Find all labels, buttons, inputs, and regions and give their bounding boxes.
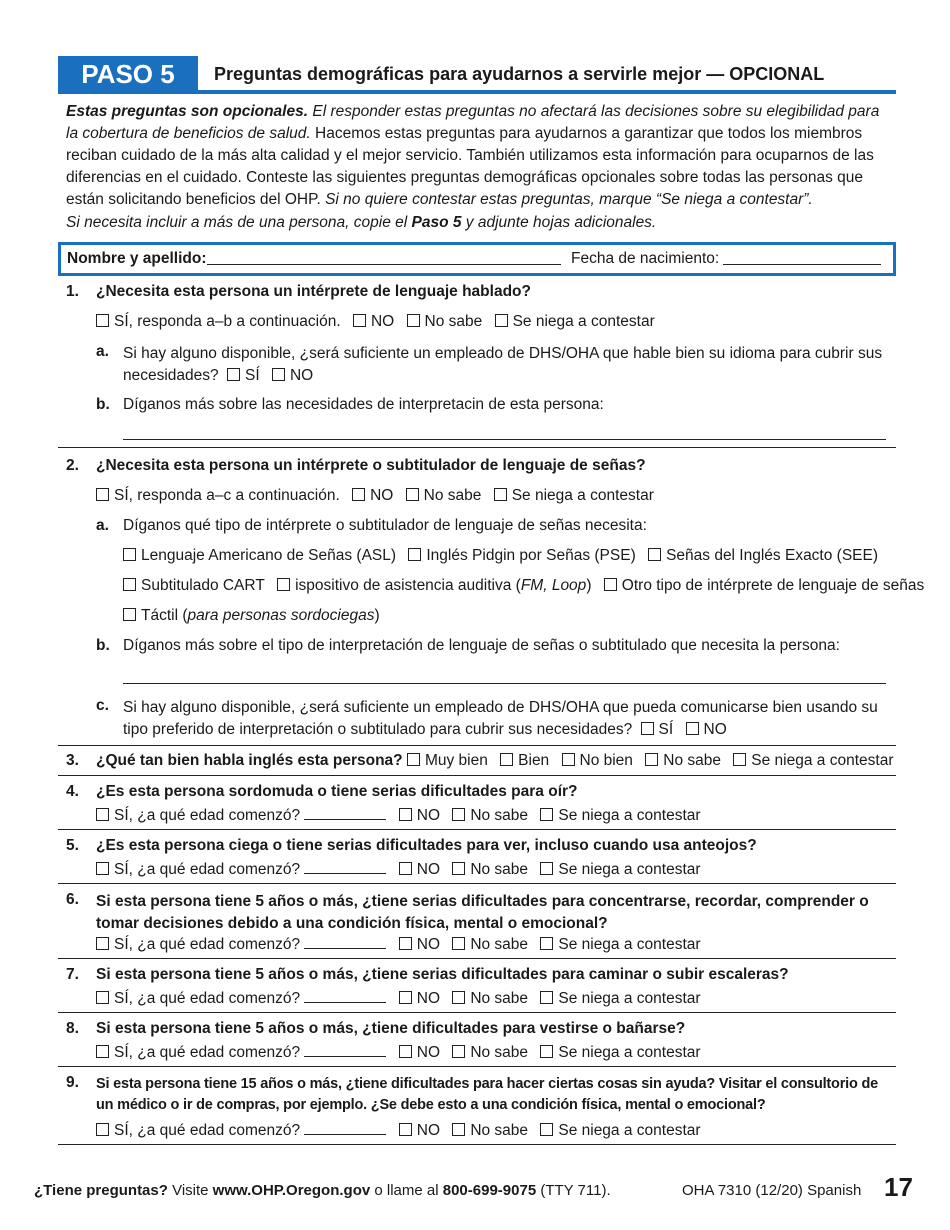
q2b-letter: b.	[96, 637, 110, 654]
q6-number: 6.	[66, 891, 79, 908]
q1b-letter: b.	[96, 396, 110, 413]
q2a-text: Díganos qué tipo de intérprete o subtitulador de lenguaje de señas necesita:	[123, 517, 647, 534]
q2-si-checkbox[interactable]	[96, 488, 109, 501]
q1-number: 1.	[66, 283, 79, 300]
divider	[58, 447, 896, 448]
q3-bien-checkbox[interactable]	[500, 753, 513, 766]
q2a-tactile-end: )	[374, 607, 380, 624]
q1a-si-checkbox[interactable]	[227, 368, 240, 381]
q2a-pse-label: Inglés Pidgin por Señas (PSE)	[426, 547, 636, 564]
q4-options	[96, 805, 709, 825]
q2a-tactile-checkbox[interactable]	[123, 608, 136, 621]
divider	[58, 1144, 896, 1145]
intro-bold-lead: Estas preguntas son opcionales.	[66, 103, 309, 120]
q5-no-checkbox[interactable]	[399, 862, 412, 875]
q5-text: ¿Es esta persona ciega o tiene serias dificultades para ver, incluso cuando usa anteojos?	[96, 837, 757, 854]
intro-plain: Hacemos estas preguntas para ayudarnos a garantizar que todos los miembros reciban cuidado de la más alta calidad y el mejor servicio. También utilizamos esta información para ocuparnos de las diferencias en el cuidado. Conteste las siguientes preguntas demográficas opcionales sobre todas las personas que están solicitando beneficios del OHP.	[66, 125, 874, 208]
q1-si-label: SÍ, responda a–b a continuación.	[114, 313, 341, 330]
q1b-answer-line[interactable]	[123, 425, 886, 440]
q2a-see-label: Señas del Inglés Exacto (SEE)	[666, 547, 879, 564]
copy-note-a: Si necesita incluir a más de una persona, copie el	[66, 214, 412, 231]
q2a-options-row3	[123, 607, 388, 625]
q8-options	[96, 1042, 709, 1062]
footer-tty: (TTY 711).	[536, 1182, 611, 1199]
q2a-options-row2	[123, 577, 924, 595]
q4-no-label: NO	[416, 807, 440, 824]
q9-number: 9.	[66, 1074, 79, 1091]
q8-si-label: SÍ, ¿a qué edad comenzó?	[114, 1044, 301, 1061]
q2a-other-label: Otro tipo de intérprete de lenguaje de señas	[621, 577, 925, 594]
q3-bien-label: Bien	[518, 752, 550, 769]
q1a-no-checkbox[interactable]	[272, 368, 285, 381]
q5-si-label: SÍ, ¿a qué edad comenzó?	[114, 861, 301, 878]
q7-seniega-checkbox[interactable]	[540, 991, 553, 1004]
q2c-no-checkbox[interactable]	[686, 722, 699, 735]
q2a-pse-checkbox[interactable]	[408, 548, 421, 561]
q4-si-checkbox[interactable]	[96, 808, 109, 821]
q3-seniega-label: Se niega a contestar	[751, 752, 894, 769]
q5-nosabe-checkbox[interactable]	[452, 862, 465, 875]
q3-muybien-checkbox[interactable]	[407, 753, 420, 766]
q7-options	[96, 988, 709, 1008]
q1a-no-label: NO	[289, 367, 314, 384]
header-rule	[58, 90, 896, 94]
q4-age-field[interactable]	[304, 805, 386, 820]
q2-nosabe-checkbox[interactable]	[406, 488, 419, 501]
q5-no-label: NO	[416, 861, 440, 878]
footer-visit: Visite	[167, 1182, 213, 1199]
q8-no-label: NO	[416, 1044, 440, 1061]
q4-no-checkbox[interactable]	[399, 808, 412, 821]
divider	[58, 745, 896, 746]
q8-nosabe-label: No sabe	[470, 1044, 529, 1061]
q2c-letter: c.	[96, 697, 109, 714]
q1-text: ¿Necesita esta persona un intérprete de lenguaje hablado?	[96, 283, 531, 300]
q9-age-field[interactable]	[304, 1120, 386, 1135]
q2a-other-checkbox[interactable]	[604, 578, 617, 591]
q3-row	[96, 752, 893, 770]
name-field[interactable]	[207, 250, 561, 265]
divider	[58, 1066, 896, 1067]
q6-no-label: NO	[416, 936, 440, 953]
q4-seniega-label: Se niega a contestar	[558, 807, 701, 824]
step-title: Preguntas demográficas para ayudarnos a servirle mejor — OPCIONAL	[214, 64, 825, 84]
q1a-text	[123, 343, 883, 387]
q2a-device-end: )	[586, 577, 592, 594]
q9-options	[96, 1120, 709, 1140]
q2-seniega-checkbox[interactable]	[494, 488, 507, 501]
q2a-device-label: ispositivo de asistencia auditiva (	[295, 577, 521, 594]
q1-nosabe-label: No sabe	[424, 313, 483, 330]
step-label: PASO 5	[81, 59, 175, 89]
q9-nosabe-checkbox[interactable]	[452, 1123, 465, 1136]
footer-call: o llame al	[370, 1182, 443, 1199]
q4-seniega-checkbox[interactable]	[540, 808, 553, 821]
q1-nosabe-checkbox[interactable]	[407, 314, 420, 327]
page-number: 17	[884, 1172, 913, 1202]
divider	[58, 775, 896, 776]
q6-nosabe-checkbox[interactable]	[452, 937, 465, 950]
q7-no-checkbox[interactable]	[399, 991, 412, 1004]
q6-seniega-label: Se niega a contestar	[558, 936, 701, 953]
q2a-see-checkbox[interactable]	[648, 548, 661, 561]
divider	[58, 883, 896, 884]
q2a-cart-label: Subtitulado CART	[141, 577, 265, 594]
q9-seniega-checkbox[interactable]	[540, 1123, 553, 1136]
q7-nosabe-label: No sabe	[470, 990, 529, 1007]
q6-options	[96, 934, 709, 954]
q2a-options-row1	[123, 547, 886, 565]
q1-seniega-checkbox[interactable]	[495, 314, 508, 327]
footer-url-link[interactable]: www.OHP.Oregon.gov	[212, 1182, 371, 1199]
q3-number: 3.	[66, 752, 79, 769]
q7-seniega-label: Se niega a contestar	[558, 990, 701, 1007]
q8-no-checkbox[interactable]	[399, 1045, 412, 1058]
footer-question: ¿Tiene preguntas?	[34, 1182, 168, 1199]
q1a-si-label: SÍ	[244, 367, 260, 384]
divider	[58, 958, 896, 959]
q6-seniega-checkbox[interactable]	[540, 937, 553, 950]
q1a-question: Si hay alguno disponible, ¿será suficiente un empleado de DHS/OHA que hable bien su idioma para cubrir sus necesidades?	[123, 345, 883, 384]
q4-nosabe-label: No sabe	[470, 807, 529, 824]
q5-si-checkbox[interactable]	[96, 862, 109, 875]
step-badge	[58, 56, 198, 92]
q2c-si-checkbox[interactable]	[641, 722, 654, 735]
q2-text: ¿Necesita esta persona un intérprete o subtitulador de lenguaje de señas?	[96, 457, 646, 474]
q6-si-label: SÍ, ¿a qué edad comenzó?	[114, 936, 301, 953]
q1a-letter: a.	[96, 343, 109, 360]
q1-no-label: NO	[370, 313, 395, 330]
copy-note-step: Paso 5	[411, 214, 462, 231]
divider	[58, 1012, 896, 1013]
q3-nobien-checkbox[interactable]	[562, 753, 575, 766]
q2-no-checkbox[interactable]	[352, 488, 365, 501]
q1-si-checkbox[interactable]	[96, 314, 109, 327]
intro-copy-note	[66, 214, 656, 232]
q2b-text: Díganos más sobre el tipo de interpretación de lenguaje de señas o subtitulado que necesita la persona:	[123, 637, 840, 654]
q8-text: Si esta persona tiene 5 años o más, ¿tiene dificultades para vestirse o bañarse?	[96, 1020, 686, 1037]
q4-nosabe-checkbox[interactable]	[452, 808, 465, 821]
q3-nobien-label: No bien	[579, 752, 633, 769]
q2a-asl-checkbox[interactable]	[123, 548, 136, 561]
q9-text: Si esta persona tiene 15 años o más, ¿tiene dificultades para hacer ciertas cosas sin ayuda? Visitar el consultorio de un médico o ir de compras, por ejemplo. ¿Se debe esto a una condición física, mental o emocional?	[96, 1076, 878, 1113]
q2a-letter: a.	[96, 517, 109, 534]
footer-contact	[34, 1182, 611, 1199]
q8-age-field[interactable]	[304, 1042, 386, 1057]
q8-seniega-label: Se niega a contestar	[558, 1044, 701, 1061]
q6-text: Si esta persona tiene 5 años o más, ¿tiene serias dificultades para concentrarse, recordar, comprender o tomar decisiones debido a una condición física, mental o emocional?	[96, 893, 869, 932]
q9-nosabe-label: No sabe	[470, 1122, 529, 1139]
q2a-device-italic: FM, Loop	[520, 577, 587, 594]
q6-si-checkbox[interactable]	[96, 937, 109, 950]
q5-seniega-checkbox[interactable]	[540, 862, 553, 875]
q7-no-label: NO	[416, 990, 440, 1007]
q2c-si-label: SÍ	[658, 721, 674, 738]
q8-nosabe-checkbox[interactable]	[452, 1045, 465, 1058]
q1-no-checkbox[interactable]	[353, 314, 366, 327]
q4-number: 4.	[66, 783, 79, 800]
q9-si-checkbox[interactable]	[96, 1123, 109, 1136]
q5-age-field[interactable]	[304, 859, 386, 874]
dob-label: Fecha de nacimiento:	[571, 250, 720, 267]
intro-italic-1: El responder estas preguntas no afectará las decisiones sobre su elegibilidad para la cobertura de beneficios de salud.	[66, 103, 880, 142]
intro-italic-2: Si no quiere contestar estas preguntas, marque “Se niega a contestar”.	[320, 191, 813, 208]
name-box	[58, 242, 896, 276]
q2b-answer-line[interactable]	[123, 669, 886, 684]
q9-no-label: NO	[416, 1122, 440, 1139]
q2-nosabe-label: No sabe	[423, 487, 482, 504]
q8-seniega-checkbox[interactable]	[540, 1045, 553, 1058]
q2-seniega-label: Se niega a contestar	[511, 487, 654, 504]
q7-nosabe-checkbox[interactable]	[452, 991, 465, 1004]
q3-nosabe-checkbox[interactable]	[645, 753, 658, 766]
q3-text: ¿Qué tan bien habla inglés esta persona?	[96, 752, 403, 769]
q1-seniega-label: Se niega a contestar	[512, 313, 655, 330]
footer-phone: 800-699-9075	[442, 1182, 537, 1199]
q2-no-label: NO	[370, 487, 394, 504]
q6-nosabe-label: No sabe	[470, 936, 529, 953]
q8-si-checkbox[interactable]	[96, 1045, 109, 1058]
q2-number: 2.	[66, 457, 79, 474]
q2a-device-checkbox[interactable]	[277, 578, 290, 591]
q2a-asl-label: Lenguaje Americano de Señas (ASL)	[141, 547, 397, 564]
q3-seniega-checkbox[interactable]	[733, 753, 746, 766]
q2-options	[96, 487, 662, 505]
form-number: OHA 7310 (12/20) Spanish	[682, 1182, 862, 1199]
q4-text: ¿Es esta persona sordomuda o tiene serias dificultades para oír?	[96, 783, 578, 800]
q3-muybien-label: Muy bien	[424, 752, 488, 769]
q7-age-field[interactable]	[304, 988, 386, 1003]
q9-si-label: SÍ, ¿a qué edad comenzó?	[114, 1122, 301, 1139]
q2a-tactile-label: Táctil (	[141, 607, 188, 624]
q8-number: 8.	[66, 1020, 79, 1037]
q1-options	[96, 313, 663, 331]
q5-seniega-label: Se niega a contestar	[558, 861, 701, 878]
divider	[58, 829, 896, 830]
q2a-tactile-italic: para personas sordociegas	[187, 607, 375, 624]
q2-si-label: SÍ, responda a–c a continuación.	[114, 487, 340, 504]
q5-number: 5.	[66, 837, 79, 854]
q7-text: Si esta persona tiene 5 años o más, ¿tiene serias dificultades para caminar o subir escaleras?	[96, 966, 789, 983]
q7-number: 7.	[66, 966, 79, 983]
q5-nosabe-label: No sabe	[470, 861, 529, 878]
q2a-cart-checkbox[interactable]	[123, 578, 136, 591]
name-label: Nombre y apellido:	[67, 250, 207, 267]
q6-no-checkbox[interactable]	[399, 937, 412, 950]
q6-age-field[interactable]	[304, 934, 386, 949]
dob-field[interactable]	[723, 250, 881, 265]
q9-seniega-label: Se niega a contestar	[558, 1122, 701, 1139]
q1b-text: Díganos más sobre las necesidades de interpretacin de esta persona:	[123, 396, 604, 413]
q5-options	[96, 859, 709, 879]
intro-paragraph	[66, 101, 892, 211]
q7-si-checkbox[interactable]	[96, 991, 109, 1004]
q2c-no-label: NO	[703, 721, 727, 738]
q4-si-label: SÍ, ¿a qué edad comenzó?	[114, 807, 301, 824]
q2c-question: Si hay alguno disponible, ¿será suficiente un empleado de DHS/OHA que pueda comunicarse bien usando su tipo preferido de interpretación o subtitulado para cubrir sus necesidades?	[123, 699, 878, 738]
copy-note-c: y adjunte hojas adicionales.	[461, 214, 657, 231]
q7-si-label: SÍ, ¿a qué edad comenzó?	[114, 990, 301, 1007]
q2c-text	[123, 697, 883, 741]
q9-no-checkbox[interactable]	[399, 1123, 412, 1136]
q3-nosabe-label: No sabe	[663, 752, 721, 769]
